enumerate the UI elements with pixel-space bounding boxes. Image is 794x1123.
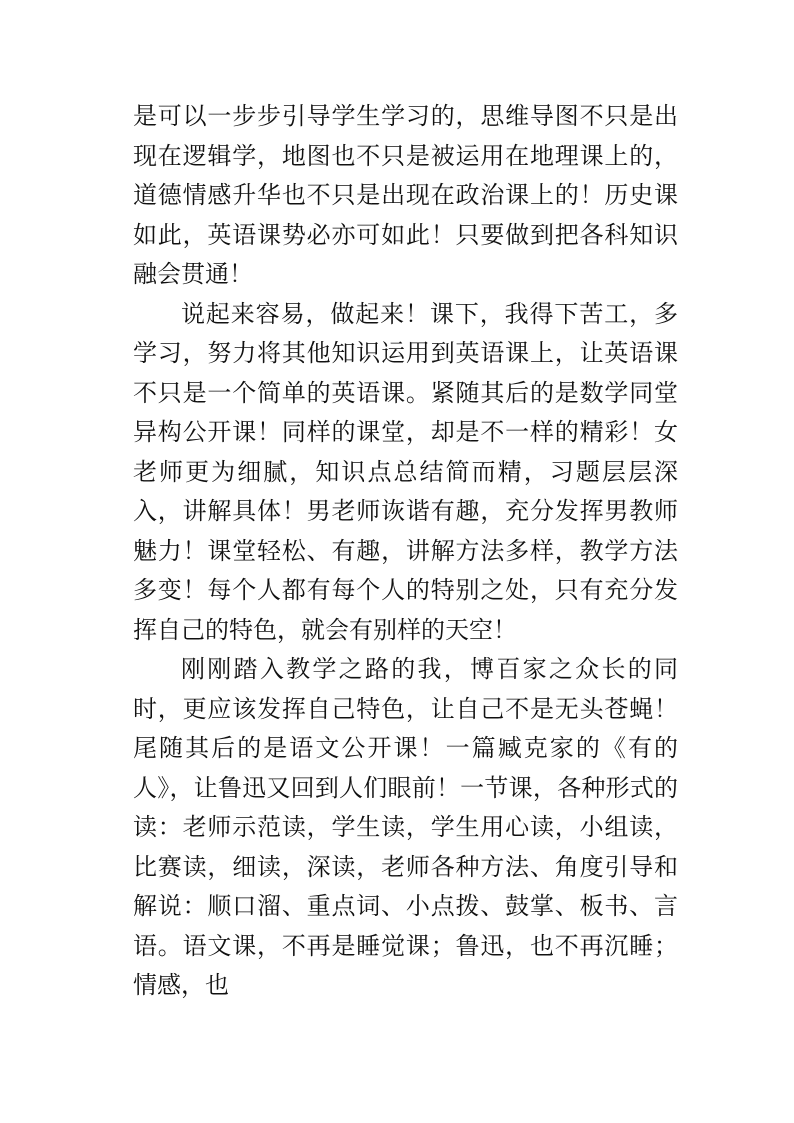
document-body	[133, 97, 678, 1006]
paragraph-2: 说起来容易，做起来！课下，我得下苦工，多学习，努力将其他知识运用到英语课上，让英语课不只是一个简单的英语课。紧随其后的是数学同堂异构公开课！同样的课堂，却是不一样的精彩！女老师更为细腻，知识点总结简而精，习题层层深入，讲解具体！男老师诙谐有趣，充分发挥男教师魅力！课堂轻松、有趣，讲解方法多样，教学方法多变！每个人都有每个人的特别之处，只有充分发挥自己的特色，就会有别样的天空！	[133, 299, 678, 644]
paragraph-3: 刚刚踏入教学之路的我，博百家之众长的同时，更应该发挥自己特色，让自己不是无头苍蝇！尾随其后的是语文公开课！一篇臧克家的《有的人》，让鲁迅又回到人们眼前！一节课，各种形式的读：老师示范读，学生读，学生用心读，小组读，比赛读，细读，深读，老师各种方法、角度引导和解说：顺口溜、重点词、小点拨、鼓掌、板书、言语。语文课，不再是睡觉课；鲁迅，也不再沉睡；情感，也	[133, 655, 678, 999]
paragraph-1: 是可以一步步引导学生学习的，思维导图不只是出现在逻辑学，地图也不只是被运用在地理课上的，道德情感升华也不只是出现在政治课上的！历史课如此，英语课势必亦可如此！只要做到把各科知识融会贯通！	[133, 102, 678, 288]
